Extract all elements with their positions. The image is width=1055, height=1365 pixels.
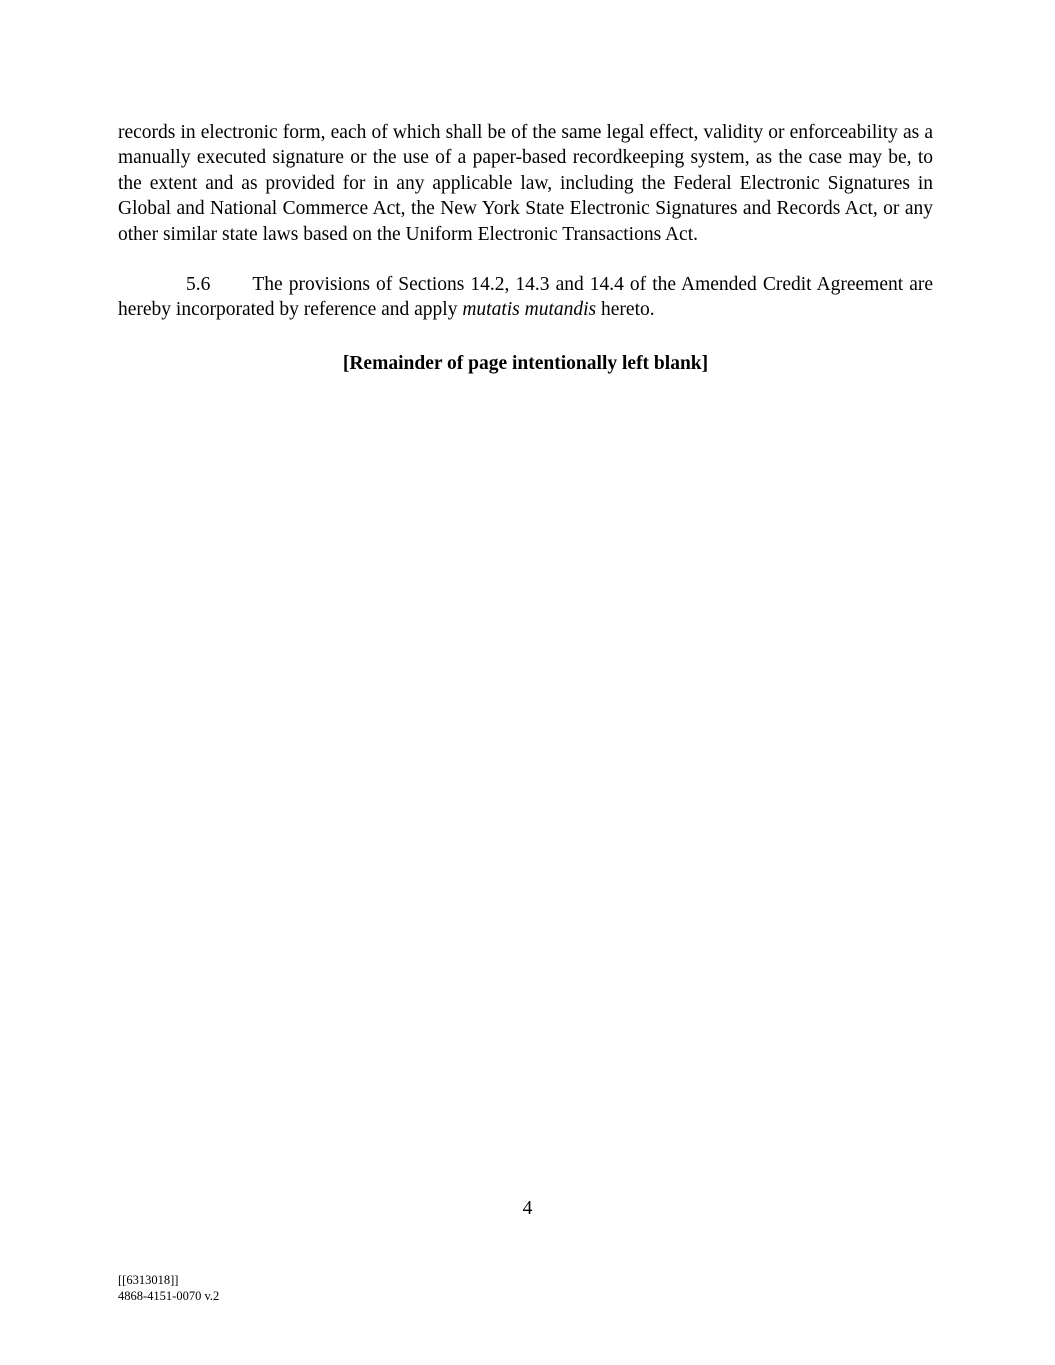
notice-spacer [118,323,933,351]
page-content [118,120,933,376]
paragraph-spacer [118,247,933,272]
section-5-6-paragraph [118,272,933,323]
section-italic-phrase: mutatis mutandis [462,299,597,321]
footer-version: 4868-4151-0070 v.2 [118,1289,220,1303]
page-number: 4 [522,1198,533,1219]
section-number: 5.6 [186,274,211,296]
document-footer [118,1272,219,1304]
section-text-after-italic: hereto. [596,299,655,321]
remainder-of-page-notice: [Remainder of page intentionally left blank] [342,352,709,374]
footer-doc-id: [[6313018]] [118,1273,179,1287]
section-text-before-italic: The provisions of Sections 14.2, 14.3 and 14.4 of the Amended Credit Agreement are hereby incorporated by reference and apply [118,274,933,321]
continued-paragraph: records in electronic form, each of which shall be of the same legal effect, validity or enforceability as a manually executed signature or the use of a paper-based recordkeeping system, as the case may be, to the extent and as provided for in any applicable law, including the Federal Electronic Signatures in Global and National Commerce Act, the New York State Electronic Signatures and Records Act, or any other similar state laws based on the Uniform Electronic Transactions Act. [118,122,933,245]
